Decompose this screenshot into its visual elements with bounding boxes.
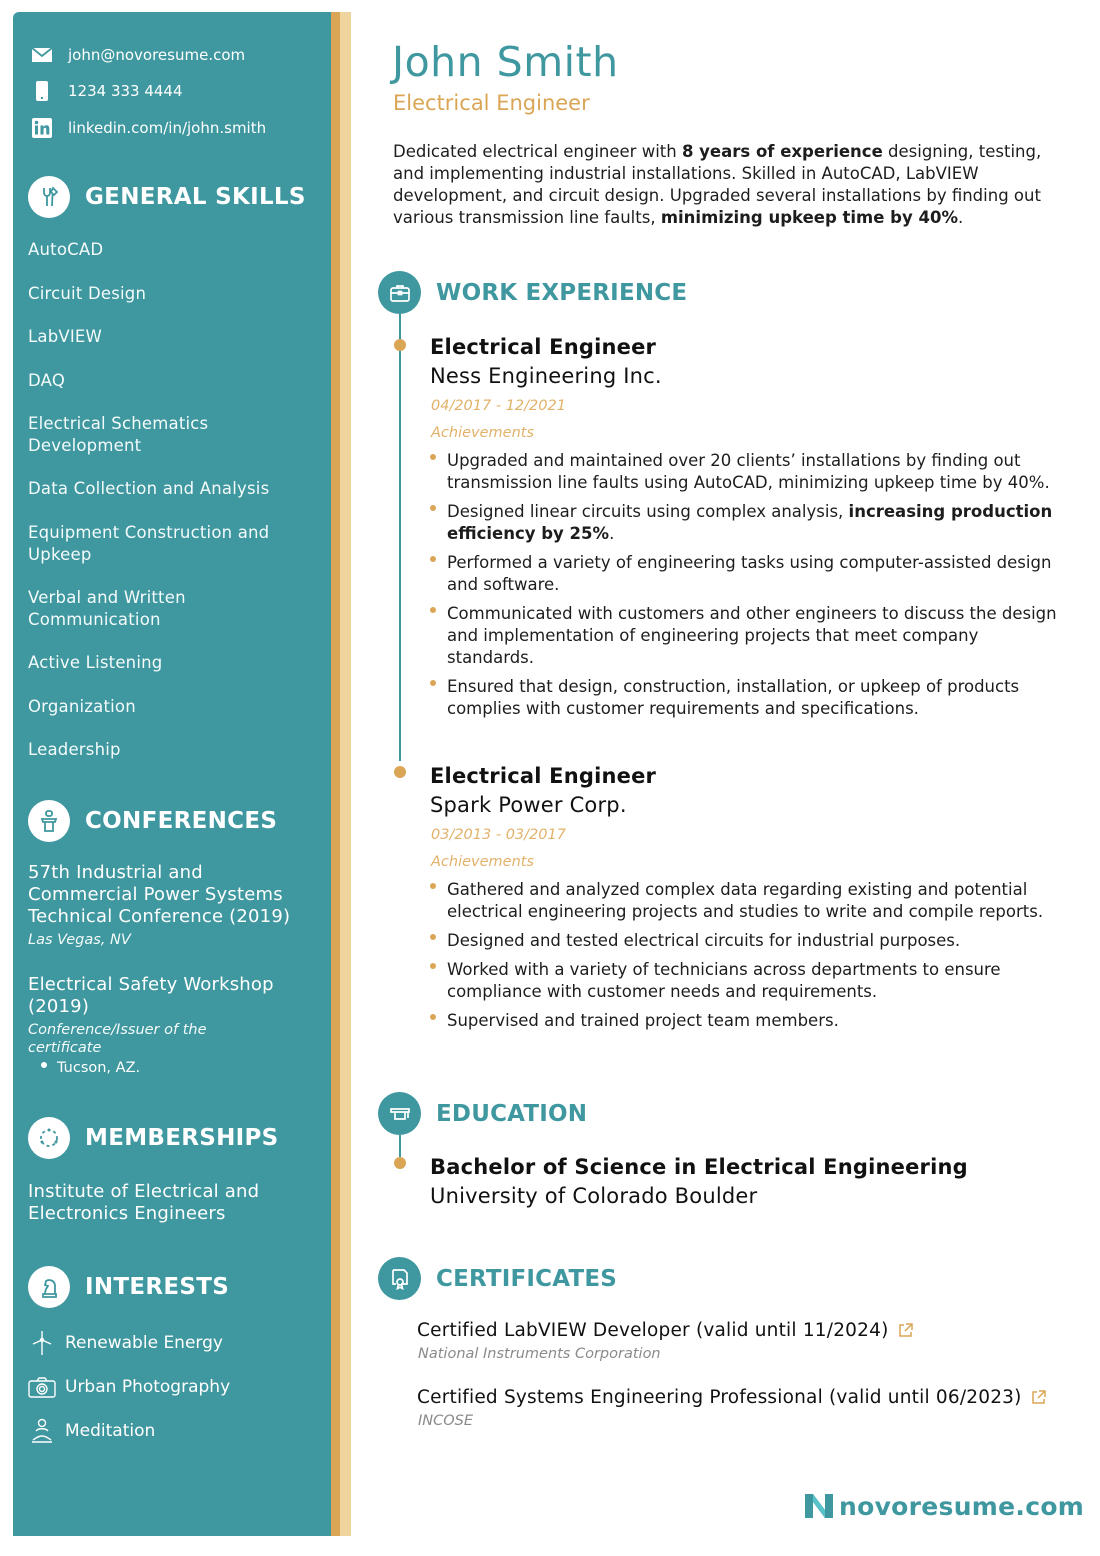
interest-label: Urban Photography	[65, 1377, 231, 1397]
job-dates: 04/2017 - 12/2021	[431, 398, 566, 414]
phone-text[interactable]: 1234 333 4444	[68, 82, 183, 100]
meditation-icon	[28, 1418, 56, 1444]
wind-turbine-icon	[28, 1330, 56, 1356]
briefcase-icon	[378, 271, 421, 314]
job-dates: 03/2013 - 03/2017	[431, 827, 566, 843]
skill-item: AutoCAD	[28, 240, 104, 259]
summary-highlight: 8 years of experience	[681, 142, 883, 161]
certificate-issuer: National Instruments Corporation	[418, 1346, 661, 1362]
section-title: CONFERENCES	[85, 808, 278, 834]
conference-location: Las Vegas, NV	[28, 932, 131, 948]
accent-stripe-light	[340, 12, 351, 1536]
timeline-dot	[394, 766, 406, 778]
degree-title: Bachelor of Science in Electrical Engineering	[430, 1155, 968, 1179]
achievement-text: Designed linear circuits using complex analysis,	[447, 502, 849, 521]
novoresume-n-icon	[803, 1490, 835, 1522]
achievement-item: Ensured that design, construction, installation, or upkeep of products complies with customer requirements and specifications.	[430, 676, 1060, 720]
contact-phone[interactable]	[30, 79, 183, 103]
contact-email[interactable]	[30, 43, 245, 67]
graduation-cap-icon	[378, 1092, 421, 1135]
achievement-text: .	[609, 524, 615, 543]
summary-highlight: minimizing upkeep time by 40%	[660, 208, 958, 227]
summary-text: Dedicated electrical engineer with	[393, 142, 682, 161]
candidate-role: Electrical Engineer	[393, 91, 590, 115]
job-title: Electrical Engineer	[430, 764, 657, 788]
conference-location: Tucson, AZ.	[57, 1060, 141, 1076]
achievement-item: Communicated with customers and other engineers to discuss the design and implementation of engineering projects that meet company standards.	[430, 603, 1060, 669]
conference-title: 57th Industrial and Commercial Power Systems Technical Conference (2019)	[28, 862, 291, 927]
achievements-list	[430, 879, 1060, 1039]
skill-item: Equipment Construction and Upkeep	[28, 523, 270, 564]
achievement-item: Supervised and trained project team members.	[430, 1010, 1060, 1032]
achievement-item: Gathered and analyzed complex data regarding existing and potential electrical engineering projects and studies to write and compile reports.	[430, 879, 1060, 923]
phone-icon	[30, 79, 54, 103]
skill-item: DAQ	[28, 371, 65, 390]
conference-title: Electrical Safety Workshop (2019)	[28, 974, 274, 1017]
podium-icon	[28, 800, 70, 842]
section-title: CERTIFICATES	[436, 1265, 618, 1292]
certificates-heading	[378, 1257, 617, 1300]
bullet-dot	[41, 1062, 47, 1068]
skill-item: Leadership	[28, 740, 121, 759]
network-icon	[28, 1117, 70, 1159]
certificate-icon	[378, 1257, 421, 1300]
summary-text: .	[958, 208, 964, 227]
novoresume-logo[interactable]	[803, 1490, 1084, 1522]
interest-item	[28, 1418, 155, 1444]
skill-item: LabVIEW	[28, 327, 103, 346]
conference-location-bullet	[41, 1060, 140, 1076]
logo-text: novoresume.com	[839, 1491, 1085, 1521]
skill-item: Verbal and Written Communication	[28, 588, 186, 629]
timeline-dot	[394, 1157, 406, 1169]
certificate-name[interactable]: Certified Systems Engineering Professional (valid until 06/2023)	[417, 1387, 1022, 1408]
skills-icon	[28, 176, 70, 218]
interest-item	[28, 1374, 230, 1400]
achievements-label: Achievements	[431, 425, 535, 441]
job-company: Spark Power Corp.	[430, 793, 627, 817]
candidate-name: John Smith	[392, 38, 619, 86]
skill-item: Electrical Schematics Development	[28, 414, 209, 455]
section-title: MEMBERSHIPS	[85, 1125, 279, 1151]
achievement-highlight: increasing production efficiency by 25%	[447, 502, 1053, 543]
camera-icon	[28, 1374, 56, 1400]
external-link-icon[interactable]	[898, 1323, 913, 1338]
skill-item: Active Listening	[28, 653, 163, 672]
linkedin-icon	[30, 116, 54, 140]
memberships-heading	[28, 1117, 279, 1159]
conference-issuer: Conference/Issuer of the certificate	[28, 1022, 207, 1056]
certificate-issuer: INCOSE	[418, 1413, 474, 1429]
certificate-item[interactable]	[417, 1320, 913, 1341]
achievement-item: Designed and tested electrical circuits for industrial purposes.	[430, 930, 1060, 952]
section-title: INTERESTS	[85, 1274, 230, 1300]
summary-paragraph	[393, 141, 1073, 229]
email-text[interactable]: john@novoresume.com	[68, 46, 246, 64]
general-skills-heading	[28, 176, 306, 218]
contact-linkedin[interactable]	[30, 116, 266, 140]
skill-item: Circuit Design	[28, 284, 147, 303]
interest-item	[28, 1330, 223, 1356]
timeline-dot	[394, 339, 406, 351]
membership-item: Institute of Electrical and Electronics Engineers	[28, 1181, 260, 1224]
section-title: WORK EXPERIENCE	[436, 279, 688, 306]
envelope-icon	[30, 43, 54, 67]
chess-knight-icon	[28, 1266, 70, 1308]
certificate-name[interactable]: Certified LabVIEW Developer (valid until 11/2024)	[417, 1320, 889, 1341]
achievement-item: Performed a variety of engineering tasks using computer-assisted design and software.	[430, 552, 1060, 596]
achievement-item	[430, 501, 1060, 545]
education-heading	[378, 1092, 587, 1135]
section-title: GENERAL SKILLS	[85, 184, 306, 210]
interest-label: Renewable Energy	[65, 1333, 223, 1353]
job-company: Ness Engineering Inc.	[430, 364, 662, 388]
timeline-line	[399, 1135, 401, 1157]
interests-heading	[28, 1266, 229, 1308]
conferences-heading	[28, 800, 277, 842]
achievements-list	[430, 450, 1060, 727]
summary-text: designing, testing, and implementing industrial installations. Skilled in AutoCAD, LabVIEW development, and circuit design. Upgraded several installations by finding out various transmission line faults,	[393, 142, 1042, 227]
certificate-item[interactable]	[417, 1387, 1046, 1408]
achievement-item: Worked with a variety of technicians across departments to ensure compliance with customer needs and requirements.	[430, 959, 1060, 1003]
school-name: University of Colorado Boulder	[430, 1184, 758, 1208]
linkedin-text[interactable]: linkedin.com/in/john.smith	[68, 119, 267, 137]
external-link-icon[interactable]	[1031, 1390, 1046, 1405]
section-title: EDUCATION	[436, 1100, 588, 1127]
work-experience-heading	[378, 271, 687, 314]
skill-item: Data Collection and Analysis	[28, 479, 270, 498]
interest-label: Meditation	[65, 1421, 156, 1441]
timeline-line	[399, 314, 401, 761]
achievements-label: Achievements	[431, 854, 535, 870]
job-title: Electrical Engineer	[430, 335, 657, 359]
skill-item: Organization	[28, 697, 136, 716]
accent-stripe	[331, 12, 340, 1536]
achievement-item: Upgraded and maintained over 20 clients’ installations by finding out transmission line faults using AutoCAD, minimizing upkeep time by 40%.	[430, 450, 1060, 494]
